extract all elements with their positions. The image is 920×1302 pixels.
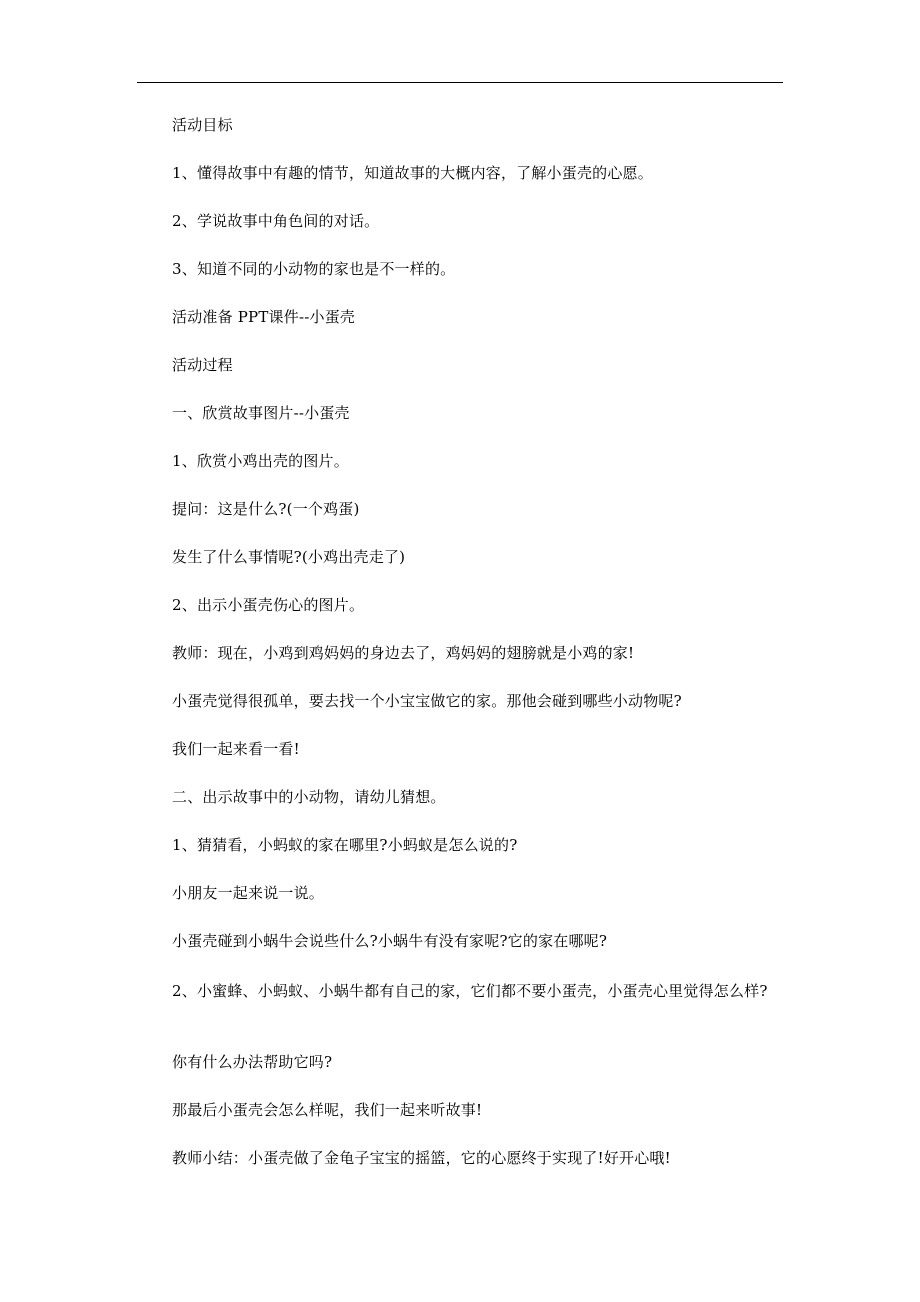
header-rule <box>137 82 783 83</box>
process-paragraph: 教师：现在，小鸡到鸡妈妈的身边去了，鸡妈妈的翅膀就是小鸡的家! <box>172 644 635 662</box>
section-heading-goals: 活动目标 <box>172 116 233 134</box>
process-paragraph: 提问：这是什么?(一个鸡蛋) <box>172 500 360 518</box>
teacher-summary: 教师小结：小蛋壳做了金龟子宝宝的摇篮，它的心愿终于实现了!好开心哦! <box>172 1149 671 1167</box>
process-step-1-heading: 一、欣赏故事图片--小蛋壳 <box>172 404 350 422</box>
goal-item-1: 1、懂得故事中有趣的情节，知道故事的大概内容，了解小蛋壳的心愿。 <box>172 164 653 182</box>
process-paragraph: 小朋友一起来说一说。 <box>172 884 325 902</box>
process-step-2-heading: 二、出示故事中的小动物，请幼儿猜想。 <box>172 788 446 806</box>
section-heading-process: 活动过程 <box>172 356 233 374</box>
process-paragraph: 小蛋壳碰到小蜗牛会说些什么?小蜗牛有没有家呢?它的家在哪呢? <box>172 932 608 950</box>
process-paragraph: 那最后小蛋壳会怎么样呢，我们一起来听故事! <box>172 1101 483 1119</box>
process-paragraph: 2、出示小蛋壳伤心的图片。 <box>172 596 365 614</box>
process-paragraph: 1、猜猜看，小蚂蚁的家在哪里?小蚂蚁是怎么说的? <box>172 836 518 854</box>
process-paragraph: 小蛋壳觉得很孤单，要去找一个小宝宝做它的家。那他会碰到哪些小动物呢? <box>172 692 682 710</box>
process-paragraph: 2、小蜜蜂、小蚂蚁、小蜗牛都有自己的家，它们都不要小蛋壳，小蛋壳心里觉得怎么样? <box>172 982 768 1000</box>
process-paragraph: 1、欣赏小鸡出壳的图片。 <box>172 452 349 470</box>
process-paragraph: 发生了什么事情呢?(小鸡出壳走了) <box>172 548 406 566</box>
goal-item-3: 3、知道不同的小动物的家也是不一样的。 <box>172 260 456 278</box>
process-paragraph: 我们一起来看一看! <box>172 740 300 758</box>
goal-item-2: 2、学说故事中角色间的对话。 <box>172 212 380 230</box>
section-heading-preparation: 活动准备 PPT课件--小蛋壳 <box>172 308 356 326</box>
process-paragraph: 你有什么办法帮助它吗? <box>172 1053 333 1071</box>
